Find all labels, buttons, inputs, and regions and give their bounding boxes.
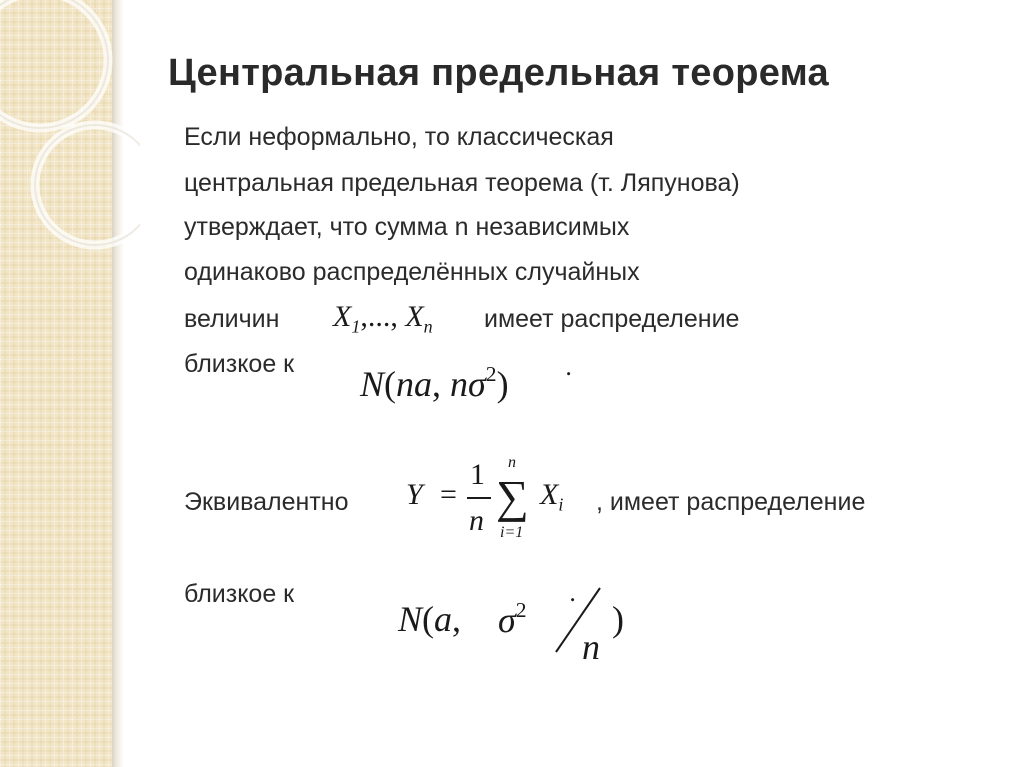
formula-normal-sum: N(na, $n\sigma^2$): [360, 362, 509, 405]
formula-dot: .: [570, 578, 577, 607]
formula-normal-mean: N(a,: [398, 599, 462, 639]
close-to-label-2: близкое к: [184, 580, 295, 608]
text-line-5: величин: [184, 305, 280, 333]
text-line-1: Если неформально, то классическая: [184, 123, 614, 151]
formula-x-sequence: $X_1$,..., $X_n$: [333, 300, 433, 337]
sum-lower-limit: i=1: [500, 524, 524, 541]
has-distribution-2: , имеет распределение: [596, 488, 866, 516]
formula-period: .: [566, 352, 573, 381]
fraction-denominator: n: [469, 504, 484, 537]
formula-denominator-n: n: [582, 627, 600, 667]
text-line-5-tail: имеет распределение: [484, 305, 740, 333]
formula-sigma-squared: $\sigma^2$: [498, 598, 527, 641]
page-title: Центральная предельная теорема: [168, 52, 829, 94]
formula-y-var: Y: [406, 478, 423, 511]
text-line-3: утверждает, что сумма n независимых: [184, 213, 630, 241]
equivalently-label: Эквивалентно: [184, 488, 349, 516]
decorative-rings: [0, 0, 140, 260]
text-line-2: центральная предельная теорема (т. Ляпунова): [184, 169, 740, 197]
division-slash: [550, 586, 610, 656]
sum-upper-limit: n: [508, 454, 516, 471]
text-line-4: одинаково распределённых случайных: [184, 258, 640, 286]
formula-close-paren: ): [612, 599, 624, 639]
fraction-numerator: 1: [470, 458, 485, 491]
formula-equals: =: [440, 478, 457, 511]
text-line-6: близкое к: [184, 350, 295, 378]
fraction-bar: [467, 497, 491, 499]
formula-xi: $X_i$: [540, 478, 564, 515]
sum-symbol: ∑: [496, 471, 529, 522]
